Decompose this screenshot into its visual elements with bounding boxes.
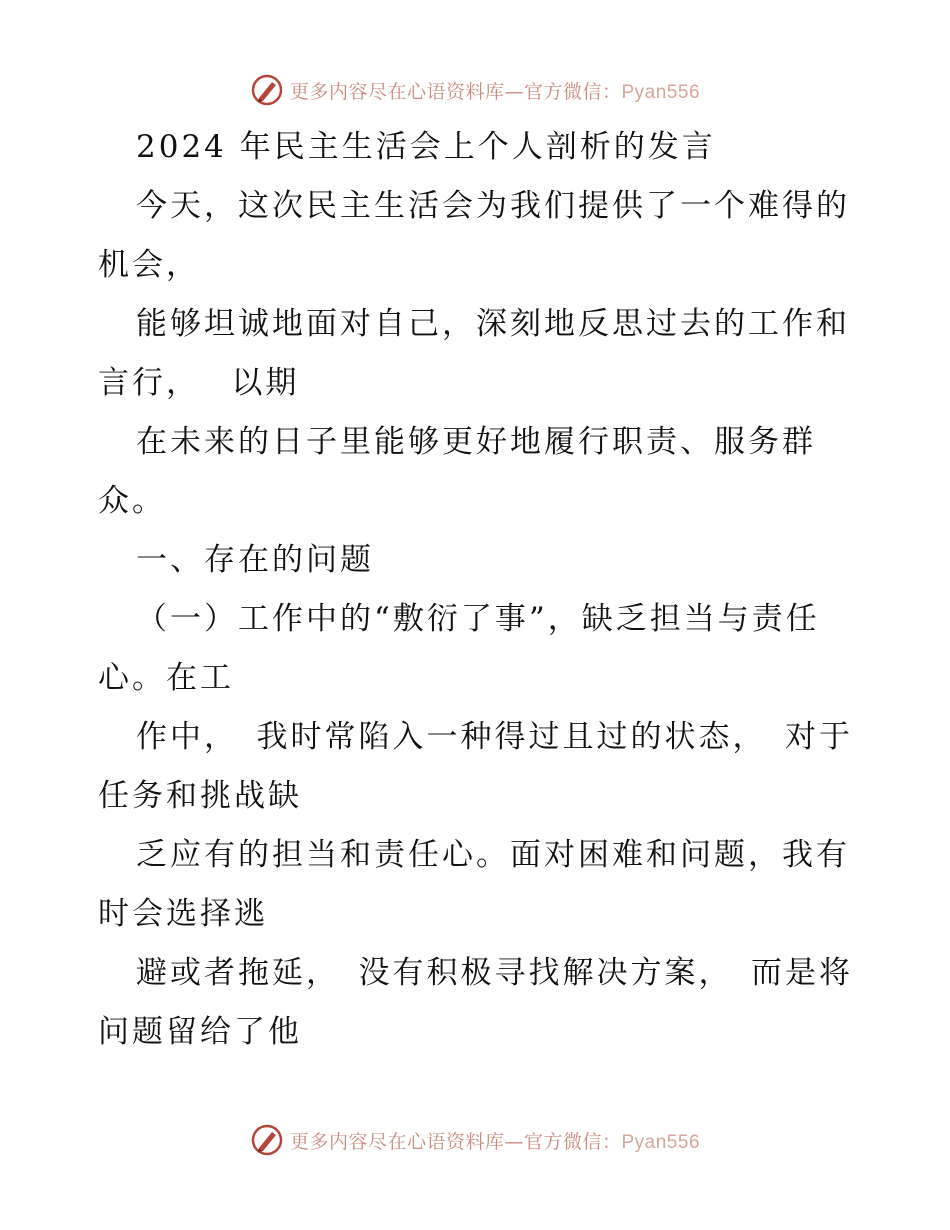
paragraph-line: 心。在工	[98, 660, 234, 696]
paragraph-line: 避或者拖延， 没有积极寻找解决方案， 而是将	[136, 955, 853, 991]
watermark-handle: Pyan556	[621, 81, 701, 103]
paragraph-line: 任务和挑战缺	[98, 778, 302, 814]
paragraph-line: 机会，	[98, 247, 200, 283]
watermark-separator: —	[504, 80, 524, 103]
watermark-site-text: 更多内容尽在心语资料库	[289, 80, 505, 103]
paragraph-line: 问题留给了他	[98, 1014, 302, 1050]
paragraph-line: 在未来的日子里能够更好地履行职责、服务群	[136, 424, 816, 460]
paragraph-line: 今天，这次民主生活会为我们提供了一个难得的	[136, 188, 850, 224]
paragraph-line: 众。	[98, 483, 166, 519]
red-pen-logo-icon	[250, 73, 284, 107]
watermark-official-label: 官方微信：	[523, 1130, 622, 1153]
watermark-handle: Pyan556	[621, 1131, 701, 1153]
paragraph-line: 言行， 以期	[98, 365, 300, 401]
watermark-text	[290, 77, 700, 104]
section-heading: 一、存在的问题	[136, 542, 374, 578]
document-title: 2024 年民主生活会上个人剖析的发言	[136, 129, 716, 165]
paragraph-line: 能够坦诚地面对自己，深刻地反思过去的工作和	[136, 306, 850, 342]
watermark-separator: —	[504, 1130, 524, 1153]
paragraph-line: 时会选择逃	[98, 896, 268, 932]
document-body	[98, 118, 858, 1062]
watermark-official-label: 官方微信：	[523, 80, 622, 103]
watermark-banner-bottom	[0, 1120, 950, 1160]
watermark-banner-top	[0, 70, 950, 110]
red-pen-logo-icon	[250, 1123, 284, 1157]
paragraph-line: 作中， 我时常陷入一种得过且过的状态， 对于	[136, 719, 853, 755]
watermark-text	[290, 1127, 700, 1154]
watermark-site-text: 更多内容尽在心语资料库	[289, 1130, 505, 1153]
subsection-heading: （一）工作中的“敷衍了事”，缺乏担当与责任	[136, 601, 820, 637]
paragraph-line: 乏应有的担当和责任心。面对困难和问题，我有	[136, 837, 850, 873]
